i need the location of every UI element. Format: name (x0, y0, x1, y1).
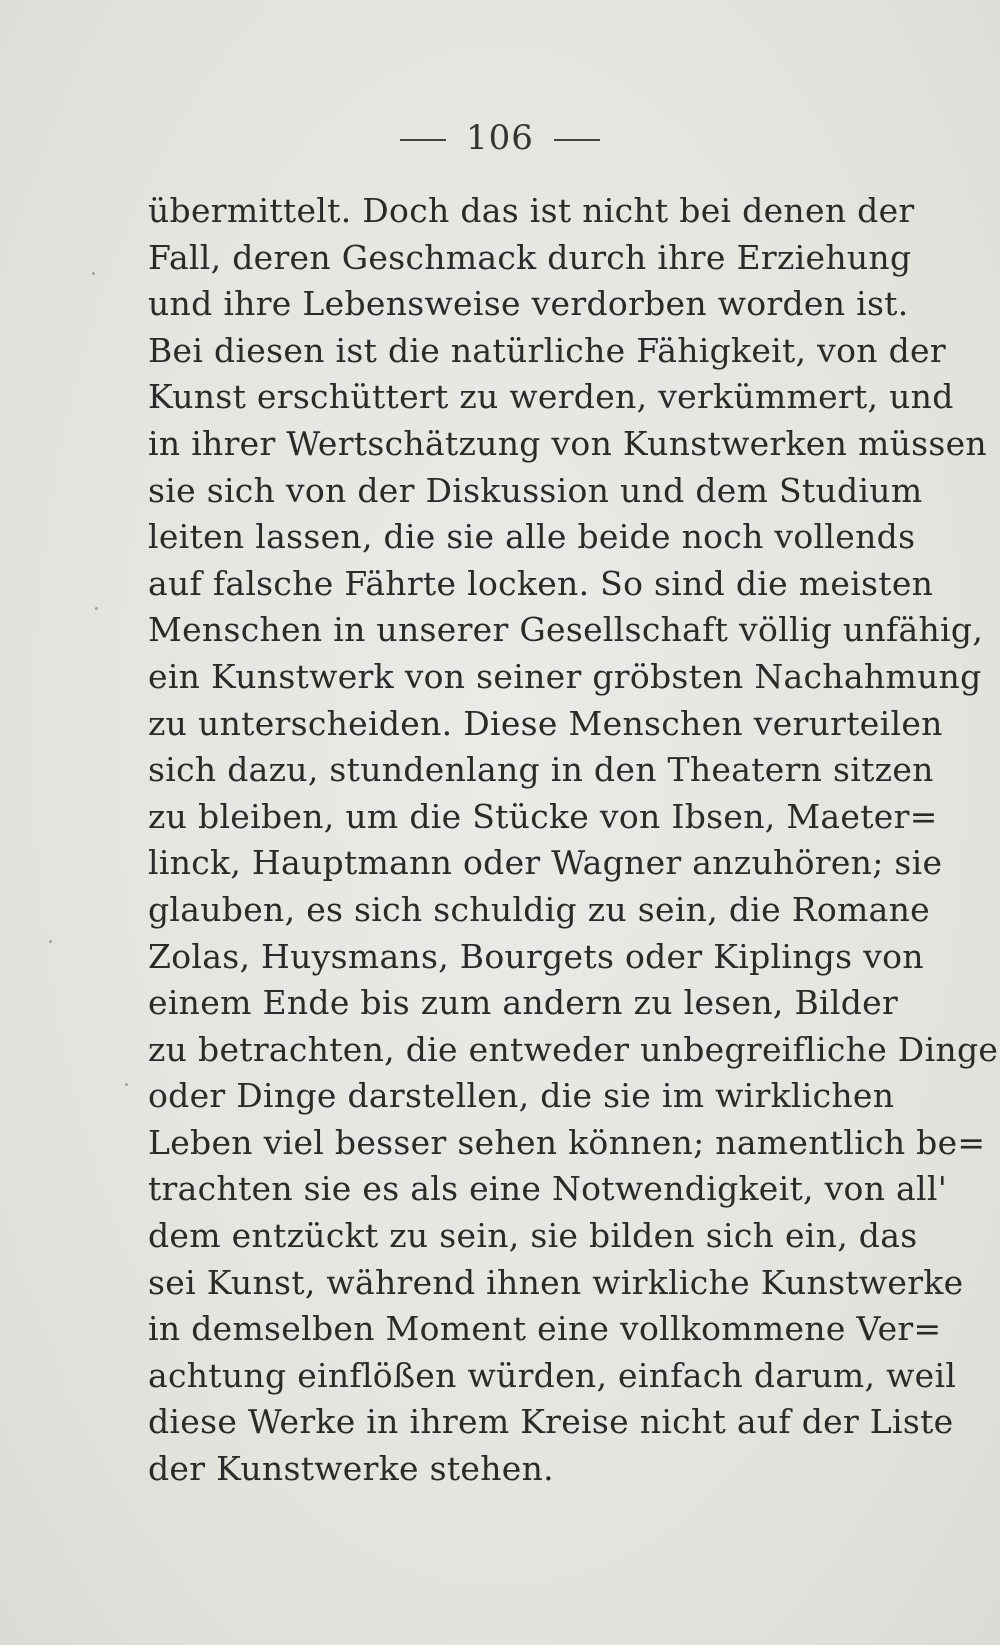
text-line: diese Werke in ihrem Kreise nicht auf der Liste (148, 1402, 954, 1442)
page-number-value: 106 (466, 118, 534, 158)
paper-speck (49, 940, 52, 943)
text-line: einem Ende bis zum andern zu lesen, Bilder (148, 983, 899, 1023)
text-line: zu bleiben, um die Stücke von Ibsen, Maeter= (148, 796, 938, 836)
text-line: trachten sie es als eine Notwendigkeit, von all' (148, 1169, 948, 1209)
text-line: Kunst erschüttert zu werden, verkümmert, und (148, 377, 954, 417)
text-line: Zolas, Huysmans, Bourgets oder Kiplings von (148, 936, 924, 976)
text-line: der Kunstwerke stehen. (148, 1449, 554, 1489)
text-line: zu betrachten, die entweder unbegreifliche Dinge (148, 1029, 999, 1069)
text-line: in ihrer Wertschätzung von Kunstwerken müssen (148, 423, 987, 463)
page-number-dash-left (400, 139, 446, 141)
paper-speck (125, 1083, 128, 1086)
page-number-dash-right (554, 139, 600, 141)
text-line: Menschen in unserer Gesellschaft völlig unfähig, (148, 610, 984, 650)
text-line: achtung einflößen würden, einfach darum, weil (148, 1355, 957, 1395)
text-line: oder Dinge darstellen, die sie im wirklichen (148, 1076, 895, 1116)
text-line: sei Kunst, während ihnen wirkliche Kunstwerke (148, 1262, 964, 1302)
text-line: und ihre Lebensweise verdorben worden ist. (148, 284, 909, 324)
text-line: dem entzückt zu sein, sie bilden sich ein, das (148, 1216, 918, 1256)
text-line: sie sich von der Diskussion und dem Studium (148, 470, 923, 510)
paper-speck (95, 607, 98, 610)
text-line: Leben viel besser sehen können; namentlich be= (148, 1122, 986, 1162)
body-text (148, 188, 999, 1493)
text-line: ein Kunstwerk von seiner gröbsten Nachahmung (148, 656, 982, 696)
text-line: übermittelt. Doch das ist nicht bei denen der (148, 191, 915, 230)
text-line: glauben, es sich schuldig zu sein, die Romane (148, 889, 930, 929)
text-line: linck, Hauptmann oder Wagner anzuhören; sie (148, 843, 943, 883)
text-line: zu unterscheiden. Diese Menschen verurteilen (148, 703, 943, 743)
text-line: Fall, deren Geschmack durch ihre Erziehung (148, 237, 912, 277)
text-line: sich dazu, stundenlang in den Theatern sitzen (148, 750, 934, 790)
paper-speck (92, 272, 95, 275)
text-line: in demselben Moment eine vollkommene Ver= (148, 1309, 942, 1349)
page-number (0, 118, 1000, 158)
text-line: auf falsche Fährte locken. So sind die meisten (148, 563, 934, 603)
text-line: leiten lassen, die sie alle beide noch vollends (148, 517, 916, 557)
text-line: Bei diesen ist die natürliche Fähigkeit, von der (148, 330, 946, 370)
